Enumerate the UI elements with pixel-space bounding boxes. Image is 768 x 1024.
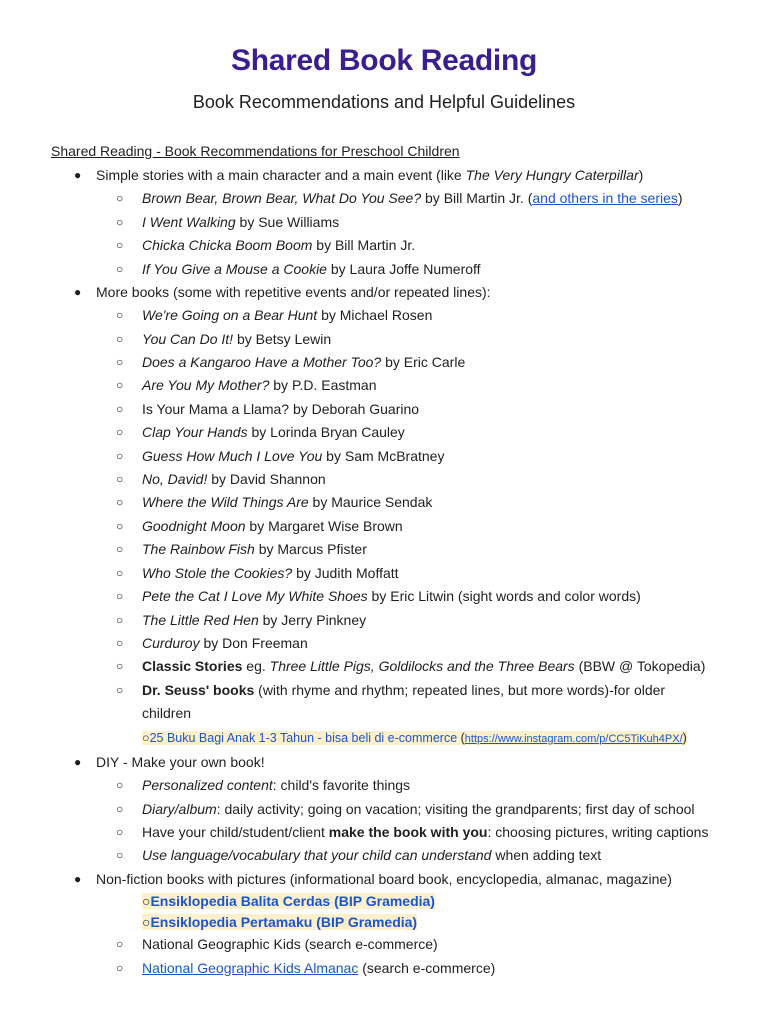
bullet-icon: ●	[74, 754, 82, 769]
list-item: ○ Who Stole the Cookies? by Judith Moffatt	[96, 562, 768, 585]
circle-bullet-icon: ○	[116, 261, 124, 276]
list-item: ○ The Little Red Hen by Jerry Pinkney	[96, 609, 768, 632]
list-item: ○ Use language/vocabulary that your child can understand when adding text	[96, 844, 768, 867]
encyclopedia-link[interactable]: Ensiklopedia Pertamaku (BIP Gramedia)	[150, 914, 418, 931]
list-item: ○ Is Your Mama a Llama? by Deborah Guarino	[96, 398, 768, 421]
circle-bullet-icon: ○	[116, 238, 124, 253]
list-item: ○ Does a Kangaroo Have a Mother Too? by Eric Carle	[96, 351, 768, 374]
circle-bullet-icon: ○	[116, 960, 124, 975]
list-item: ● Simple stories with a main character and a main event (like The Very Hungry Caterpillar) ○ Brown Bear, Brown Bear, What Do You See? by Bill Martin Jr. (and others in the series) ○ I Went Walking by Sue Williams ○ Chicka Chicka Boom Boom by Bill Martin Jr. ○ If You Give a Mouse a Cookie by Laura Joffe Numeroff	[0, 164, 768, 281]
sub-list	[96, 891, 768, 980]
circle-bullet-icon: ○	[116, 518, 124, 533]
list-item: ○ Have your child/student/client make the book with you: choosing pictures, writing captions	[96, 821, 768, 844]
list-item: ○ National Geographic Kids (search e-commerce)	[96, 933, 768, 956]
list-item: ○25 Buku Bagi Anak 1-3 Tahun - bisa beli di e-commerce (https://www.instagram.com/p/CC5TiKuh4PX/)	[142, 730, 687, 745]
bullet-icon: ●	[74, 168, 82, 182]
list-item: ○ Are You My Mother? by P.D. Eastman	[96, 374, 768, 397]
list-item: ○ Brown Bear, Brown Bear, What Do You See? by Bill Martin Jr. (and others in the series)	[96, 187, 768, 210]
list-item: ○ Pete the Cat I Love My White Shoes by Eric Litwin (sight words and color words)	[96, 585, 768, 608]
circle-bullet-icon: ○	[116, 778, 124, 793]
circle-bullet-icon: ○	[116, 565, 124, 580]
list-item: ○ Guess How Much I Love You by Sam McBratney	[96, 445, 768, 468]
list-item: ○ Where the Wild Things Are by Maurice Sendak	[96, 491, 768, 514]
list-item: ○ Curduroy by Don Freeman	[96, 632, 768, 655]
list-item: ○ Personalized content: child's favorite things	[96, 774, 768, 797]
sub-list	[96, 774, 768, 868]
section-title: Shared Reading - Book Recommendations for Preschool Children	[51, 143, 460, 159]
list-item: ○ We're Going on a Bear Hunt by Michael Rosen	[96, 304, 768, 327]
circle-bullet-icon: ○	[116, 495, 124, 510]
circle-bullet-icon: ○	[116, 612, 124, 627]
page-subtitle: Book Recommendations and Helpful Guidelines	[192, 92, 576, 112]
bullet-icon: ●	[74, 871, 82, 886]
circle-bullet-icon: ○	[116, 542, 124, 557]
circle-bullet-icon: ○	[116, 191, 124, 206]
circle-bullet-icon: ○	[116, 937, 124, 952]
circle-bullet-icon: ○	[116, 425, 124, 440]
circle-bullet-icon: ○	[142, 914, 151, 931]
circle-bullet-icon: ○	[116, 331, 124, 346]
list-item: ○ I Went Walking by Sue Williams	[96, 211, 768, 234]
encyclopedia-link[interactable]: Ensiklopedia Balita Cerdas (BIP Gramedia)	[150, 893, 435, 910]
list-item: ○ The Rainbow Fish by Marcus Pfister	[96, 538, 768, 561]
list-item: ○ If You Give a Mouse a Cookie by Laura Joffe Numeroff	[96, 258, 768, 281]
circle-bullet-icon: ○	[116, 378, 124, 393]
list-item: ○ Dr. Seuss' books (with rhyme and rhythm; repeated lines, but more words)-for older children	[96, 679, 702, 726]
series-link[interactable]: and others in the series	[532, 190, 678, 207]
circle-bullet-icon: ○	[116, 659, 124, 674]
circle-bullet-icon: ○	[116, 308, 124, 323]
circle-bullet-icon: ○	[116, 848, 124, 863]
list-item	[96, 912, 768, 933]
circle-bullet-icon: ○	[116, 589, 124, 604]
list-item: ○ Clap Your Hands by Lorinda Bryan Cauley	[96, 421, 768, 444]
page-title: Shared Book Reading	[230, 44, 538, 77]
list-item: ○ Chicka Chicka Boom Boom by Bill Martin Jr.	[96, 234, 768, 257]
circle-bullet-icon: ○	[142, 730, 150, 745]
circle-bullet-icon: ○	[116, 401, 124, 416]
circle-bullet-icon: ○	[142, 893, 151, 910]
sub-list	[96, 304, 768, 751]
list-item: ○ Diary/album: daily activity; going on vacation; visiting the grandparents; first day of school	[96, 798, 768, 821]
sub-list	[96, 187, 768, 281]
list-item: ○ You Can Do It! by Betsy Lewin	[96, 328, 768, 351]
circle-bullet-icon: ○	[116, 472, 124, 487]
circle-bullet-icon: ○	[116, 448, 124, 463]
list-item: ○ National Geographic Kids Almanac (search e-commerce)	[96, 957, 768, 980]
list-item: ○ Classic Stories eg. Three Little Pigs, Goldilocks and the Three Bears (BBW @ Tokopedia)	[96, 655, 768, 678]
list-item: ● DIY - Make your own book! ○ Personalized content: child's favorite things ○ Diary/album: daily activity; going on vacation; visiting the grandparents; first day of school ○ Have your child/student/client make the book with you: choosing pictures, writing captions ○ Use language/vocabulary that your child can understand when adding text	[0, 751, 768, 868]
book-list-link[interactable]: 25 Buku Bagi Anak 1-3 Tahun - bisa beli di e-commerce	[149, 730, 458, 745]
circle-bullet-icon: ○	[116, 214, 124, 229]
circle-bullet-icon: ○	[116, 682, 124, 697]
circle-bullet-icon: ○	[116, 801, 124, 816]
circle-bullet-icon: ○	[116, 825, 124, 840]
circle-bullet-icon: ○	[116, 635, 124, 650]
bullet-icon: ●	[74, 284, 82, 299]
list-item: ○ Goodnight Moon by Margaret Wise Brown	[96, 515, 768, 538]
list-item: ● Non-fiction books with pictures (informational board book, encyclopedia, almanac, magazine) ○Ensiklopedia Balita Cerdas (BIP Gramedia) ○Ensiklopedia Pertamaku (BIP Gramedia) ○ National Geographic Kids (search e-commerce) ○ National Geographic Kids Almanac (search e-commerce)	[0, 868, 768, 980]
list-item: ○ No, David! by David Shannon	[96, 468, 768, 491]
book-list	[0, 164, 768, 980]
almanac-link[interactable]: National Geographic Kids Almanac	[142, 959, 359, 976]
instagram-link[interactable]: https://www.instagram.com/p/CC5TiKuh4PX/	[464, 732, 683, 745]
list-item: ● More books (some with repetitive events and/or repeated lines): ○ We're Going on a Bear Hunt by Michael Rosen ○ You Can Do It! by Betsy Lewin ○ Does a Kangaroo Have a Mother Too? by Eric Carle ○ Are You My Mother? by P.D. Eastman ○ Is Your Mama a Llama? by Deborah Guarino ○ Clap Your Hands by Lorinda Bryan Cauley ○ Guess How Much I Love You by Sam McBratney ○ No, David! by David Shannon ○ Where the Wild Things Are by Maurice Sendak ○ Goodnight Moon by Margaret Wise Brown ○ The Rainbow Fish by Marcus Pfister ○ Who Stole the Cookies? by Judith Moffatt ○ Pete the Cat I Love My White Shoes by Eric Litwin (sight words and color words) ○ The Little Red Hen by Jerry Pinkney ○ Curduroy by Don Freeman ○ Classic Stories eg. Three Little Pigs, Goldilocks and the Three Bears (BBW @ Tokopedia) ○ Dr. Seuss' books (with rhyme and rhythm; repeated lines, but more words)-for older children ○25 Buku Bagi Anak 1-3 Tahun - bisa beli di e-commerce (https://www.instagram.com/p/CC5TiKuh4PX/)	[0, 281, 768, 751]
list-item	[96, 891, 768, 912]
circle-bullet-icon: ○	[116, 355, 124, 370]
